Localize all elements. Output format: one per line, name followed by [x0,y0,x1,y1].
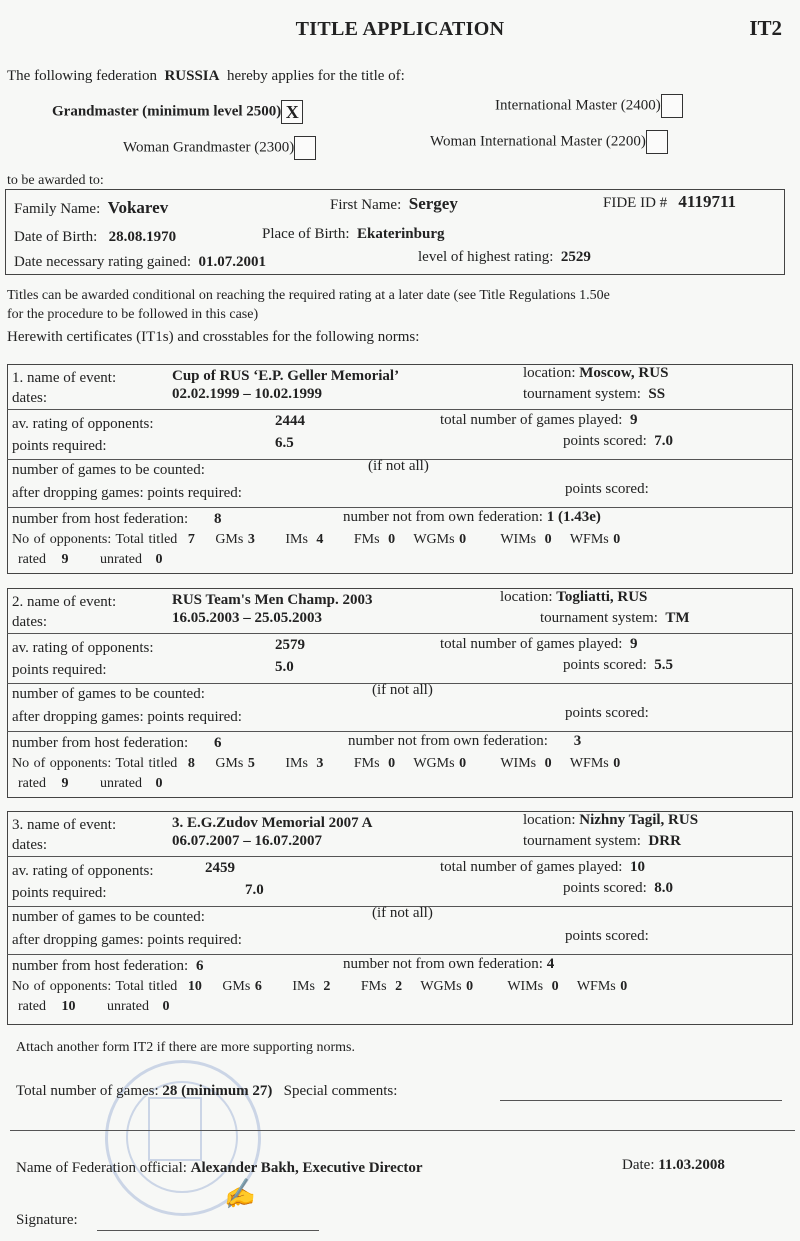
wfms-value: 0 [620,979,628,994]
first-name-field [330,194,458,214]
system-value: TM [665,610,690,626]
highest-rating-field [418,249,591,266]
wim-checkbox[interactable] [646,130,668,154]
location-label: location: [500,589,553,605]
wgms-value: 0 [466,979,474,994]
pob-label: Place of Birth: [262,226,350,242]
not-own-fed-field [343,509,601,526]
host-fed-value: 8 [213,511,222,527]
rated-line [18,552,162,568]
title-label: Grandmaster (minimum level 2500) [52,103,282,120]
norm-divider [7,633,793,634]
games-counted-label: number of games to be counted: [12,462,205,478]
system-label: tournament system: [523,833,641,849]
after-dropping-points-scored-label: points scored: [565,928,649,944]
system-field [523,833,681,850]
games-counted-label: number of games to be counted: [12,909,205,925]
points-scored-label: points scored: [563,657,647,673]
document-title: TITLE APPLICATION [295,18,505,40]
rated-value: 9 [61,552,69,567]
total-games-played-value: 9 [629,636,638,652]
host-fed-field [12,511,221,528]
after-dropping-points-scored-label: points scored: [565,481,649,497]
total-games-field [440,412,637,429]
title-option-gm [52,100,303,124]
wgms-value: 0 [459,756,467,771]
av-rating-value: 2444 [275,413,305,429]
after-dropping-label: after dropping games: points required: [12,709,242,725]
gms-value: 5 [247,756,255,771]
ims-label: IMs [285,756,308,771]
stamp-shield-icon [148,1097,202,1161]
rated-label: rated [18,552,46,567]
event-name: Cup of RUS ‘E.P. Geller Memorial’ [172,368,400,384]
location-field [523,812,698,829]
system-label: tournament system: [523,386,641,402]
date-line [622,1157,725,1174]
unrated-label: unrated [99,776,142,791]
family-name-field [14,198,168,218]
rating-date-field [14,254,266,271]
system-field [540,610,690,627]
special-comments-line[interactable] [500,1100,782,1101]
unrated-value: 0 [155,552,163,567]
not-own-fed-label: number not from own federation: [343,956,543,972]
herewith-note: Herewith certificates (IT1s) and crosstables for the following norms: [7,329,420,345]
host-fed-field [12,958,203,975]
fide-id-value: 4119711 [678,192,737,211]
fide-id-field [603,192,736,212]
opponents-breakdown [12,979,627,995]
dob-value: 28.08.1970 [108,229,177,245]
gms-value: 6 [254,979,262,994]
unrated-label: unrated [99,552,142,567]
not-own-fed-field [343,956,554,973]
location-value: Moscow, RUS [579,365,669,381]
not-own-fed-value: 1 (1.43e) [546,509,601,525]
rated-label: rated [18,999,46,1014]
comments-second-line[interactable] [10,1130,795,1131]
total-titled-label: No of opponents: Total titled [12,532,178,547]
im-checkbox[interactable] [661,94,683,118]
system-field [523,386,665,403]
host-fed-value: 6 [195,958,204,974]
points-required-value: 5.0 [275,659,294,675]
fms-label: FMs [353,532,380,547]
event-dates: 06.07.2007 – 16.07.2007 [172,833,322,849]
ims-label: IMs [285,532,308,547]
official-name: Alexander Bakh, Executive Director [190,1160,423,1176]
title-label: Woman International Master (2200) [430,133,646,150]
system-value: SS [648,386,666,402]
host-fed-label: number from host federation: [12,958,189,974]
av-rating-value: 2579 [275,637,305,653]
location-label: location: [523,365,576,381]
wgms-label: WGMs [413,756,455,771]
first-name-label: First Name: [330,197,402,213]
event-label-group [12,594,116,611]
conditional-note-2: for the procedure to be followed in this case) [7,307,259,322]
gms-label: GMs [222,979,251,994]
gms-label: GMs [215,756,244,771]
ims-value: 3 [316,756,324,771]
title-label: International Master (2400) [495,97,661,114]
not-own-fed-label: number not from own federation: [348,733,548,749]
fms-value: 0 [388,532,396,547]
not-own-fed-label: number not from own federation: [343,509,543,525]
norm-divider [7,507,793,508]
wfms-value: 0 [613,756,621,771]
unrated-label: unrated [106,999,149,1014]
wgms-label: WGMs [420,979,462,994]
wfms-value: 0 [613,532,621,547]
title-option-wim [430,130,668,154]
if-not-all-label: (if not all) [372,682,433,698]
dob-label: Date of Birth: [14,229,98,245]
host-fed-value: 6 [213,735,222,751]
points-scored-label: points scored: [563,433,647,449]
event-name: RUS Team's Men Champ. 2003 [172,592,373,608]
total-games-played-label: total number of games played: [440,412,623,428]
rated-label: rated [18,776,46,791]
host-fed-field [12,735,221,752]
dob-field [14,229,176,246]
norm-number: 3. [12,817,24,833]
location-field [523,365,668,382]
av-rating-label: av. rating of opponents: [12,416,154,432]
total-games-line [16,1083,397,1100]
rated-value: 9 [61,776,69,791]
total-games-value: 28 (minimum 27) [162,1083,273,1099]
opponents-breakdown [12,756,620,772]
fide-id-label: FIDE ID # [603,195,668,211]
points-required-label: points required: [12,662,107,678]
points-scored-field [563,657,673,674]
host-fed-label: number from host federation: [12,511,189,527]
event-label: name of event: [27,817,117,833]
date-label: Date: [622,1157,655,1173]
points-scored-field [563,880,673,897]
fms-label: FMs [360,979,387,994]
ims-value: 4 [316,532,324,547]
points-scored-value: 5.5 [654,657,673,673]
wims-value: 0 [544,532,552,547]
location-label: location: [523,812,576,828]
after-dropping-label: after dropping games: points required: [12,932,242,948]
fms-value: 0 [388,756,396,771]
family-name-label: Family Name: [14,201,101,217]
family-name-value: Vokarev [107,198,169,217]
norm-number: 1. [12,370,24,386]
conditional-note-1: Titles can be awarded conditional on reaching the required rating at a later date (see Title Regulations 1.50e [7,288,610,303]
intro-prefix: The following federation [7,68,157,84]
total-games-field [440,636,637,653]
event-name: 3. E.G.Zudov Memorial 2007 A [172,815,373,831]
signature-line[interactable] [97,1230,319,1231]
event-dates: 16.05.2003 – 25.05.2003 [172,610,322,626]
points-required-value: 6.5 [275,435,294,451]
points-scored-field [563,433,673,450]
norm-divider [7,409,793,410]
title-option-wgm [123,136,316,160]
total-games-label: Total number of games: [16,1083,159,1099]
wims-value: 0 [544,756,552,771]
points-scored-value: 8.0 [654,880,673,896]
fms-label: FMs [353,756,380,771]
norm-divider [7,954,793,955]
first-name-value: Sergey [408,194,458,213]
unrated-value: 0 [155,776,163,791]
wims-label: WIMs [500,756,537,771]
fms-value: 2 [395,979,403,994]
federation-name: RUSSIA [164,68,220,84]
ims-value: 2 [323,979,331,994]
system-label: tournament system: [540,610,658,626]
rated-line [18,776,162,792]
dates-label: dates: [12,614,47,630]
location-field [500,589,647,606]
highest-rating-value: 2529 [560,249,591,265]
unrated-value: 0 [162,999,170,1014]
wims-label: WIMs [500,532,537,547]
total-games-played-label: total number of games played: [440,636,623,652]
norm-divider [7,856,793,857]
not-own-fed-field [348,733,581,750]
event-label: name of event: [27,594,117,610]
official-line [16,1160,423,1177]
event-label-group [12,370,116,387]
not-own-fed-value: 4 [546,956,555,972]
opponents-breakdown [12,532,620,548]
total-games-field [440,859,645,876]
wims-value: 0 [551,979,559,994]
system-value: DRR [648,833,681,849]
pob-value: Ekaterinburg [356,226,445,242]
wfms-label: WFMs [569,756,609,771]
games-counted-label: number of games to be counted: [12,686,205,702]
total-titled-value: 7 [187,532,195,547]
title-option-im [495,94,683,118]
points-scored-value: 7.0 [654,433,673,449]
intro-suffix: hereby applies for the title of: [226,68,405,84]
event-label-group [12,817,116,834]
event-label: name of event: [27,370,117,386]
wims-label: WIMs [507,979,544,994]
gms-value: 3 [247,532,255,547]
wgm-checkbox[interactable] [294,136,316,160]
total-games-played-value: 10 [629,859,645,875]
title-label: Woman Grandmaster (2300) [123,139,295,156]
form-code: IT2 [749,16,782,40]
wgms-value: 0 [459,532,467,547]
intro-line [7,68,405,85]
total-games-played-label: total number of games played: [440,859,623,875]
dates-label: dates: [12,837,47,853]
rating-date-label: Date necessary rating gained: [14,254,192,270]
after-dropping-label: after dropping games: points required: [12,485,242,501]
event-dates: 02.02.1999 – 10.02.1999 [172,386,322,402]
location-value: Togliatti, RUS [556,589,648,605]
after-dropping-points-scored-label: points scored: [565,705,649,721]
official-label: Name of Federation official: [16,1160,187,1176]
attach-note: Attach another form IT2 if there are more supporting norms. [16,1040,356,1055]
highest-rating-label: level of highest rating: [418,249,554,265]
points-scored-label: points scored: [563,880,647,896]
wfms-label: WFMs [569,532,609,547]
points-required-label: points required: [12,438,107,454]
special-comments-label: Special comments: [283,1083,398,1099]
date-value: 11.03.2008 [658,1157,725,1173]
not-own-fed-value: 3 [573,733,582,749]
norm-number: 2. [12,594,24,610]
total-titled-label: No of opponents: Total titled [12,979,178,994]
wfms-label: WFMs [576,979,616,994]
points-required-value: 7.0 [245,882,264,898]
host-fed-label: number from host federation: [12,735,189,751]
signature-label: Signature: [16,1212,78,1228]
rated-value: 10 [61,999,76,1014]
if-not-all-label: (if not all) [372,905,433,921]
total-games-played-value: 9 [629,412,638,428]
gm-checkbox[interactable]: X [281,100,303,124]
pob-field [262,226,445,243]
location-value: Nizhny Tagil, RUS [579,812,699,828]
dates-label: dates: [12,390,47,406]
av-rating-label: av. rating of opponents: [12,640,154,656]
gms-label: GMs [215,532,244,547]
wgms-label: WGMs [413,532,455,547]
if-not-all-label: (if not all) [368,458,429,474]
total-titled-value: 8 [187,756,195,771]
norm-divider [7,731,793,732]
ims-label: IMs [292,979,315,994]
points-required-label: points required: [12,885,107,901]
total-titled-value: 10 [187,979,202,994]
av-rating-value: 2459 [205,860,235,876]
av-rating-label: av. rating of opponents: [12,863,154,879]
rated-line [18,999,169,1015]
total-titled-label: No of opponents: Total titled [12,756,178,771]
rating-date-value: 01.07.2001 [198,254,267,270]
signature-mark-icon: ✍ [219,1176,258,1214]
awarded-to-label: to be awarded to: [7,173,104,188]
